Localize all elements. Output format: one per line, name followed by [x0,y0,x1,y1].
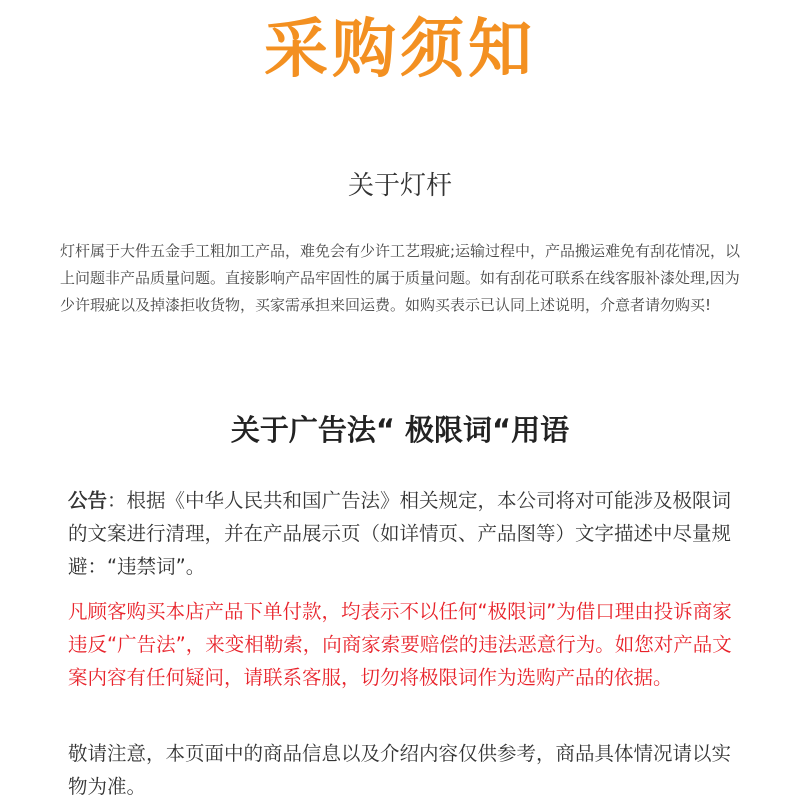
ad-law-section-heading: 关于广告法“ 极限词“用语 [230,413,570,447]
reference-reminder: 敬请注意，本页面中的商品信息以及介绍内容仅供参考，商品具体情况请以实物为准。 [68,742,732,798]
lamp-section-heading: 关于灯杆 [347,171,452,201]
ad-law-warning: 凡顾客购买本店产品下单付款，均表示不以任何“极限词”为借口理由投诉商家违反“广告法”，来变相勒索，向商家索要赔偿的违法恶意行为。如您对产品文案内容有任何疑问，请联系客服，切勿将极限词作为选购产品的依据。 [68,600,732,689]
notice-text: ：根据《中华人民共和国广告法》相关规定，本公司将对可能涉及极限词的文案进行清理，并在产品展示页（如详情页、产品图等）文字描述中尽量规避：“违禁词”。 [68,489,732,578]
page-title: 采购须知 [264,13,536,87]
notice-label: 公告 [68,489,108,512]
ad-law-notice [68,484,738,583]
lamp-section-paragraph: 灯杆属于大件五金手工粗加工产品，难免会有少许工艺瑕疵;运输过程中，产品搬运难免有刮花情况，以上问题非产品质量问题。直接影响产品牢固性的属于质量问题。如有刮花可联系在线客服补漆处理,因为少许瑕疵以及掉漆拒收货物，买家需承担来回运费。如购买表示已认同上述说明，介意者请勿购买! [60,242,741,314]
